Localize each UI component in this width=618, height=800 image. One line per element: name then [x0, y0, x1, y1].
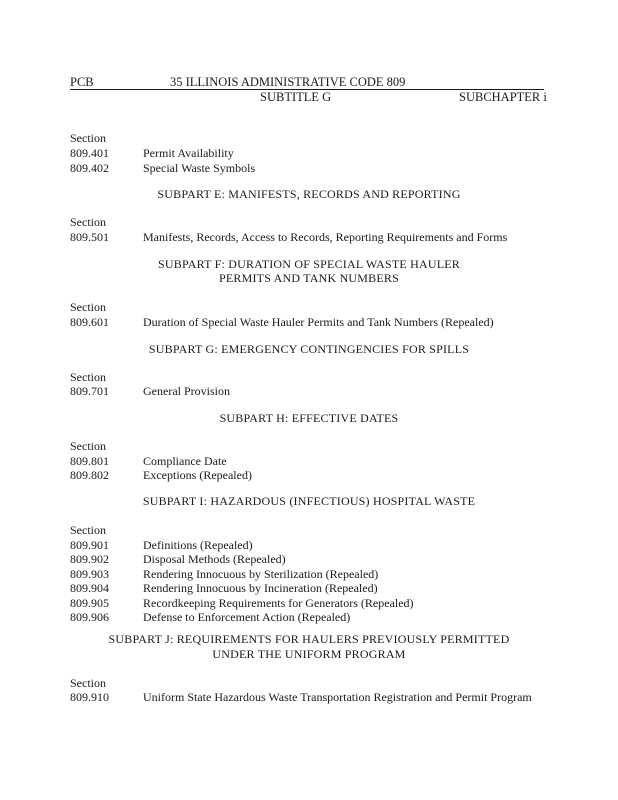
section-number: 809.903	[70, 567, 109, 581]
section-title: General Provision	[143, 384, 230, 398]
section-entry	[70, 538, 253, 552]
section-label: Section	[70, 131, 106, 145]
section-entry	[70, 384, 230, 398]
subpart-heading: SUBPART H: EFFECTIVE DATES	[219, 411, 399, 425]
section-title: Duration of Special Waste Hauler Permits and Tank Numbers (Repealed)	[143, 315, 494, 329]
section-entry	[70, 581, 378, 595]
section-entry	[70, 146, 234, 160]
section-label: Section	[70, 300, 106, 314]
header-code: 35 ILLINOIS ADMINISTRATIVE CODE 809	[170, 75, 406, 89]
section-number: 809.802	[70, 468, 109, 482]
section-label: Section	[70, 215, 106, 229]
subpart-heading: SUBPART J: REQUIREMENTS FOR HAULERS PREVIOUSLY PERMITTED	[108, 632, 510, 646]
section-number: 809.902	[70, 552, 109, 566]
section-title: Permit Availability	[143, 146, 234, 160]
section-title: Special Waste Symbols	[143, 161, 256, 175]
section-label: Section	[70, 370, 106, 384]
section-title: Compliance Date	[143, 454, 227, 468]
section-title: Defense to Enforcement Action (Repealed)	[143, 610, 351, 624]
section-title: Rendering Innocuous by Sterilization (Repealed)	[143, 567, 379, 581]
header-subtitle: SUBTITLE G	[260, 90, 332, 104]
section-entry	[70, 230, 507, 244]
section-entry	[70, 596, 414, 610]
section-number: 809.801	[70, 454, 109, 468]
header-agency: PCB	[70, 75, 94, 89]
section-label: Section	[70, 523, 106, 537]
subpart-heading: SUBPART I: HAZARDOUS (INFECTIOUS) HOSPITAL WASTE	[142, 494, 476, 508]
section-label: Section	[70, 439, 106, 453]
section-entry	[70, 161, 255, 175]
section-entry	[70, 468, 252, 482]
section-title: Definitions (Repealed)	[143, 538, 253, 552]
subpart-heading: PERMITS AND TANK NUMBERS	[219, 271, 399, 285]
section-number: 809.501	[70, 230, 109, 244]
section-number: 809.901	[70, 538, 109, 552]
section-title: Manifests, Records, Access to Records, Reporting Requirements and Forms	[143, 230, 508, 244]
subpart-heading: SUBPART E: MANIFESTS, RECORDS AND REPORTING	[157, 187, 461, 201]
section-number: 809.904	[70, 581, 109, 595]
section-title: Recordkeeping Requirements for Generators (Repealed)	[143, 596, 414, 610]
section-entry	[70, 552, 286, 566]
subpart-heading: SUBPART F: DURATION OF SPECIAL WASTE HAULER	[158, 257, 460, 271]
header-rule	[70, 89, 544, 90]
section-number: 809.401	[70, 146, 109, 160]
section-entry	[70, 567, 378, 581]
section-number: 809.701	[70, 384, 109, 398]
header-subchapter: SUBCHAPTER i	[459, 90, 547, 104]
section-entry	[70, 315, 494, 329]
section-title: Rendering Innocuous by Incineration (Repealed)	[143, 581, 378, 595]
section-title: Disposal Methods (Repealed)	[143, 552, 286, 566]
subpart-heading: UNDER THE UNIFORM PROGRAM	[212, 647, 406, 661]
section-entry	[70, 454, 227, 468]
section-number: 809.402	[70, 161, 109, 175]
subpart-heading: SUBPART G: EMERGENCY CONTINGENCIES FOR SPILLS	[148, 342, 470, 356]
section-number: 809.906	[70, 610, 109, 624]
section-number: 809.601	[70, 315, 109, 329]
section-title: Exceptions (Repealed)	[143, 468, 252, 482]
section-title: Uniform State Hazardous Waste Transportation Registration and Permit Program	[143, 690, 532, 704]
section-entry	[70, 690, 532, 704]
section-label: Section	[70, 676, 106, 690]
section-number: 809.905	[70, 596, 109, 610]
section-entry	[70, 610, 350, 624]
section-number: 809.910	[70, 690, 109, 704]
